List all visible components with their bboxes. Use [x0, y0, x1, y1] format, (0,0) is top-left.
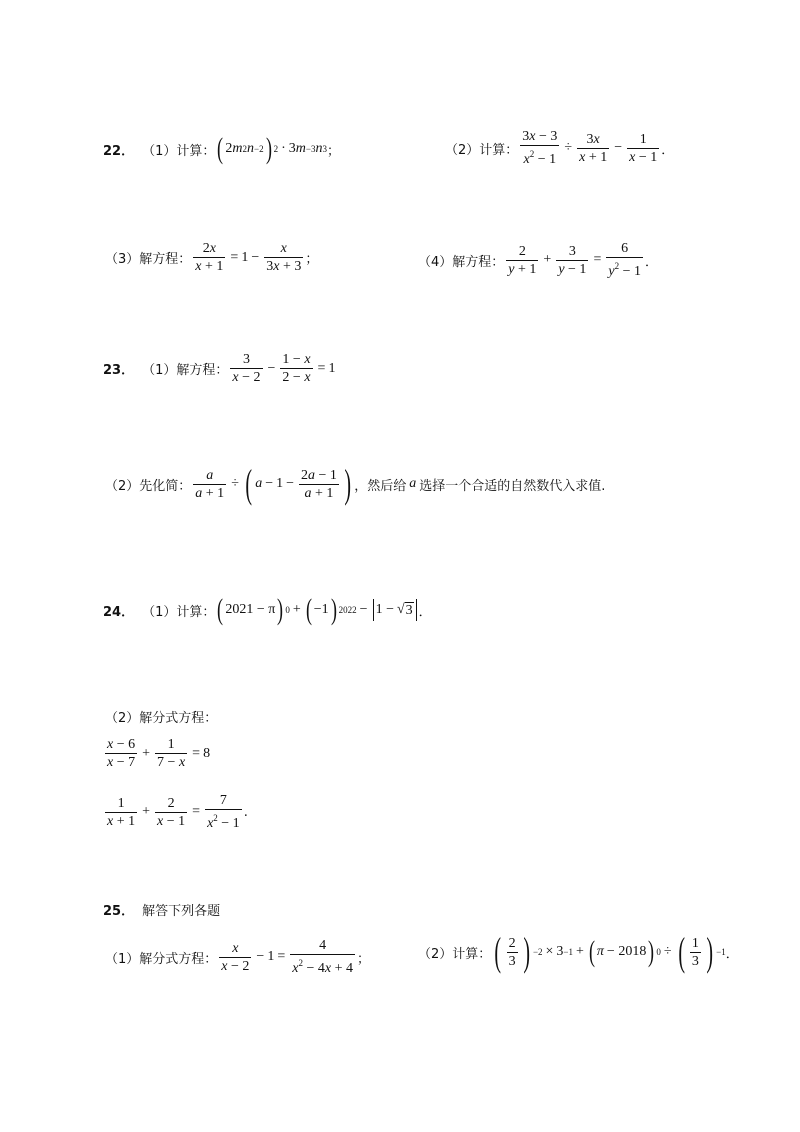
q25-part1: （1）解分式方程： $\frac{x}{x - 2}$ − 1 = $\frac{4}{x^2 - 4x + 4}$ ；: [105, 938, 370, 976]
part-label: （1）计算：: [142, 143, 216, 159]
part-label: （2）计算：: [418, 946, 492, 962]
q24-equation-2: $\frac{1}{x + 1}$ + $\frac{2}{x - 1}$ = $\frac{7}{x^2 - 1}$ .: [107, 793, 248, 831]
question-number: 25．: [103, 904, 135, 919]
q23-part2: （2）先化简： $\frac{a}{a + 1}$ ÷ ( a − 1 − $\frac{2a - 1}{a + 1}$ ) ，然后给 a 选择一个合适的自然数代入求值.: [105, 461, 606, 506]
q22-part2: （2）计算： $\frac{3x - 3}{x^2 - 1}$ ÷ $\frac{3x}{x + 1}$ − $\frac{1}{x - 1}$ ．: [445, 129, 675, 167]
part-label: （3）解方程：: [105, 252, 192, 267]
question-title: 解答下列各题: [142, 904, 221, 919]
q24-part1: 24． （1）计算： ( 2021 − π ) 0 + ( −1 ) 2022 − 1 − √ 3 ．: [103, 593, 432, 626]
q24-part2-label: （2）解分式方程：: [105, 711, 218, 726]
question-number: 22．: [103, 143, 135, 159]
q24-equation-1: $\frac{x - 6}{x - 7}$ + $\frac{1}{7 - x}$ = 8: [107, 737, 211, 770]
question-number: 24．: [103, 604, 135, 620]
q23-part1: 23． （1）解方程： $\frac{3}{x - 2}$ − $\frac{1 - x}{2 - x}$ = 1: [103, 352, 336, 385]
q25-title: [103, 900, 220, 919]
q22-part3: （3）解方程： $\frac{2x}{x + 1}$ = 1 − $\frac{x}{3x + 3}$ ；: [105, 241, 319, 274]
q25-part2: （2）计算： ( $\frac{2}{3}$ ) −2 × 3 −1 + ( π − 2018 ) 0 ÷ ( $\frac{1}{3}$ ) −1 ．: [418, 929, 739, 974]
q22-part1: 22． （1）计算： ( 2 m 2 n −2 ) 2 · 3 m −3 n 3 ；: [103, 132, 340, 165]
part-label: （1）解方程：: [142, 363, 229, 378]
part-label: （1）解分式方程：: [105, 951, 218, 967]
part-label: （4）解方程：: [418, 254, 505, 270]
part-label: （2）计算：: [445, 142, 519, 158]
part-label: （1）计算：: [142, 604, 216, 620]
part-label: （2）先化简：: [105, 478, 192, 494]
question-number: 23．: [103, 363, 135, 378]
q22-part4: （4）解方程： $\frac{2}{y + 1}$ + $\frac{3}{y - 1}$ = $\frac{6}{y^2 - 1}$ ．: [418, 241, 658, 279]
